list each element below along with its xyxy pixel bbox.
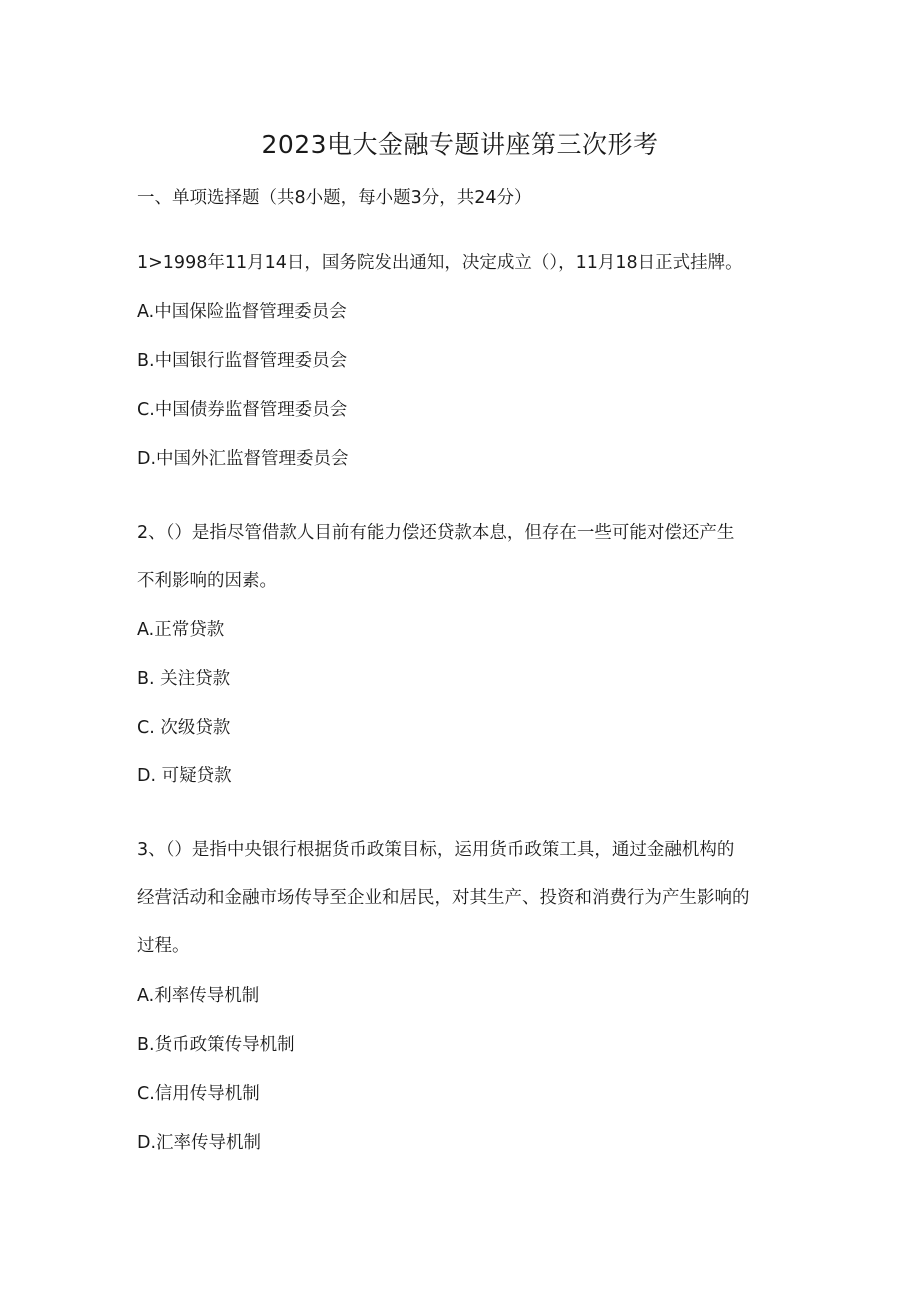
question-2-option-a: A.正常贷款 — [137, 620, 225, 640]
question-1-option-d: D.中国外汇监督管理委员会 — [137, 449, 349, 469]
question-3-stem-line-2: 经营活动和金融市场传导至企业和居民，对其生产、投资和消费行为产生影响的 — [137, 888, 750, 908]
question-3-option-d: D.汇率传导机制 — [137, 1133, 262, 1153]
question-1-stem: 1>1998年11月14日，国务院发出通知，决定成立（），11月18日正式挂牌。 — [137, 253, 743, 273]
question-3-option-c: C.信用传导机制 — [137, 1084, 260, 1104]
question-2-option-d: D. 可疑贷款 — [137, 766, 232, 786]
question-1-option-c: C.中国债券监督管理委员会 — [137, 400, 348, 420]
question-3-option-a: A.利率传导机制 — [137, 986, 260, 1006]
document-title: 2023电大金融专题讲座第三次形考 — [261, 130, 659, 159]
section-heading: 一、单项选择题（共8小题，每小题3分，共24分） — [137, 188, 532, 208]
question-2-stem-line-2: 不利影响的因素。 — [137, 571, 277, 591]
question-3-stem-line-1: 3、（）是指中央银行根据货币政策目标，运用货币政策工具，通过金融机构的 — [137, 840, 735, 860]
question-1-option-a: A.中国保险监督管理委员会 — [137, 302, 347, 322]
question-2-option-b: B. 关注贷款 — [137, 669, 231, 689]
question-1-option-b: B.中国银行监督管理委员会 — [137, 351, 348, 371]
question-3-option-b: B.货币政策传导机制 — [137, 1035, 295, 1055]
question-2-option-c: C. 次级贷款 — [137, 718, 231, 738]
question-3-stem-line-3: 过程。 — [137, 936, 190, 956]
question-2-stem-line-1: 2、（）是指尽管借款人目前有能力偿还贷款本息，但存在一些可能对偿还产生 — [137, 523, 735, 543]
